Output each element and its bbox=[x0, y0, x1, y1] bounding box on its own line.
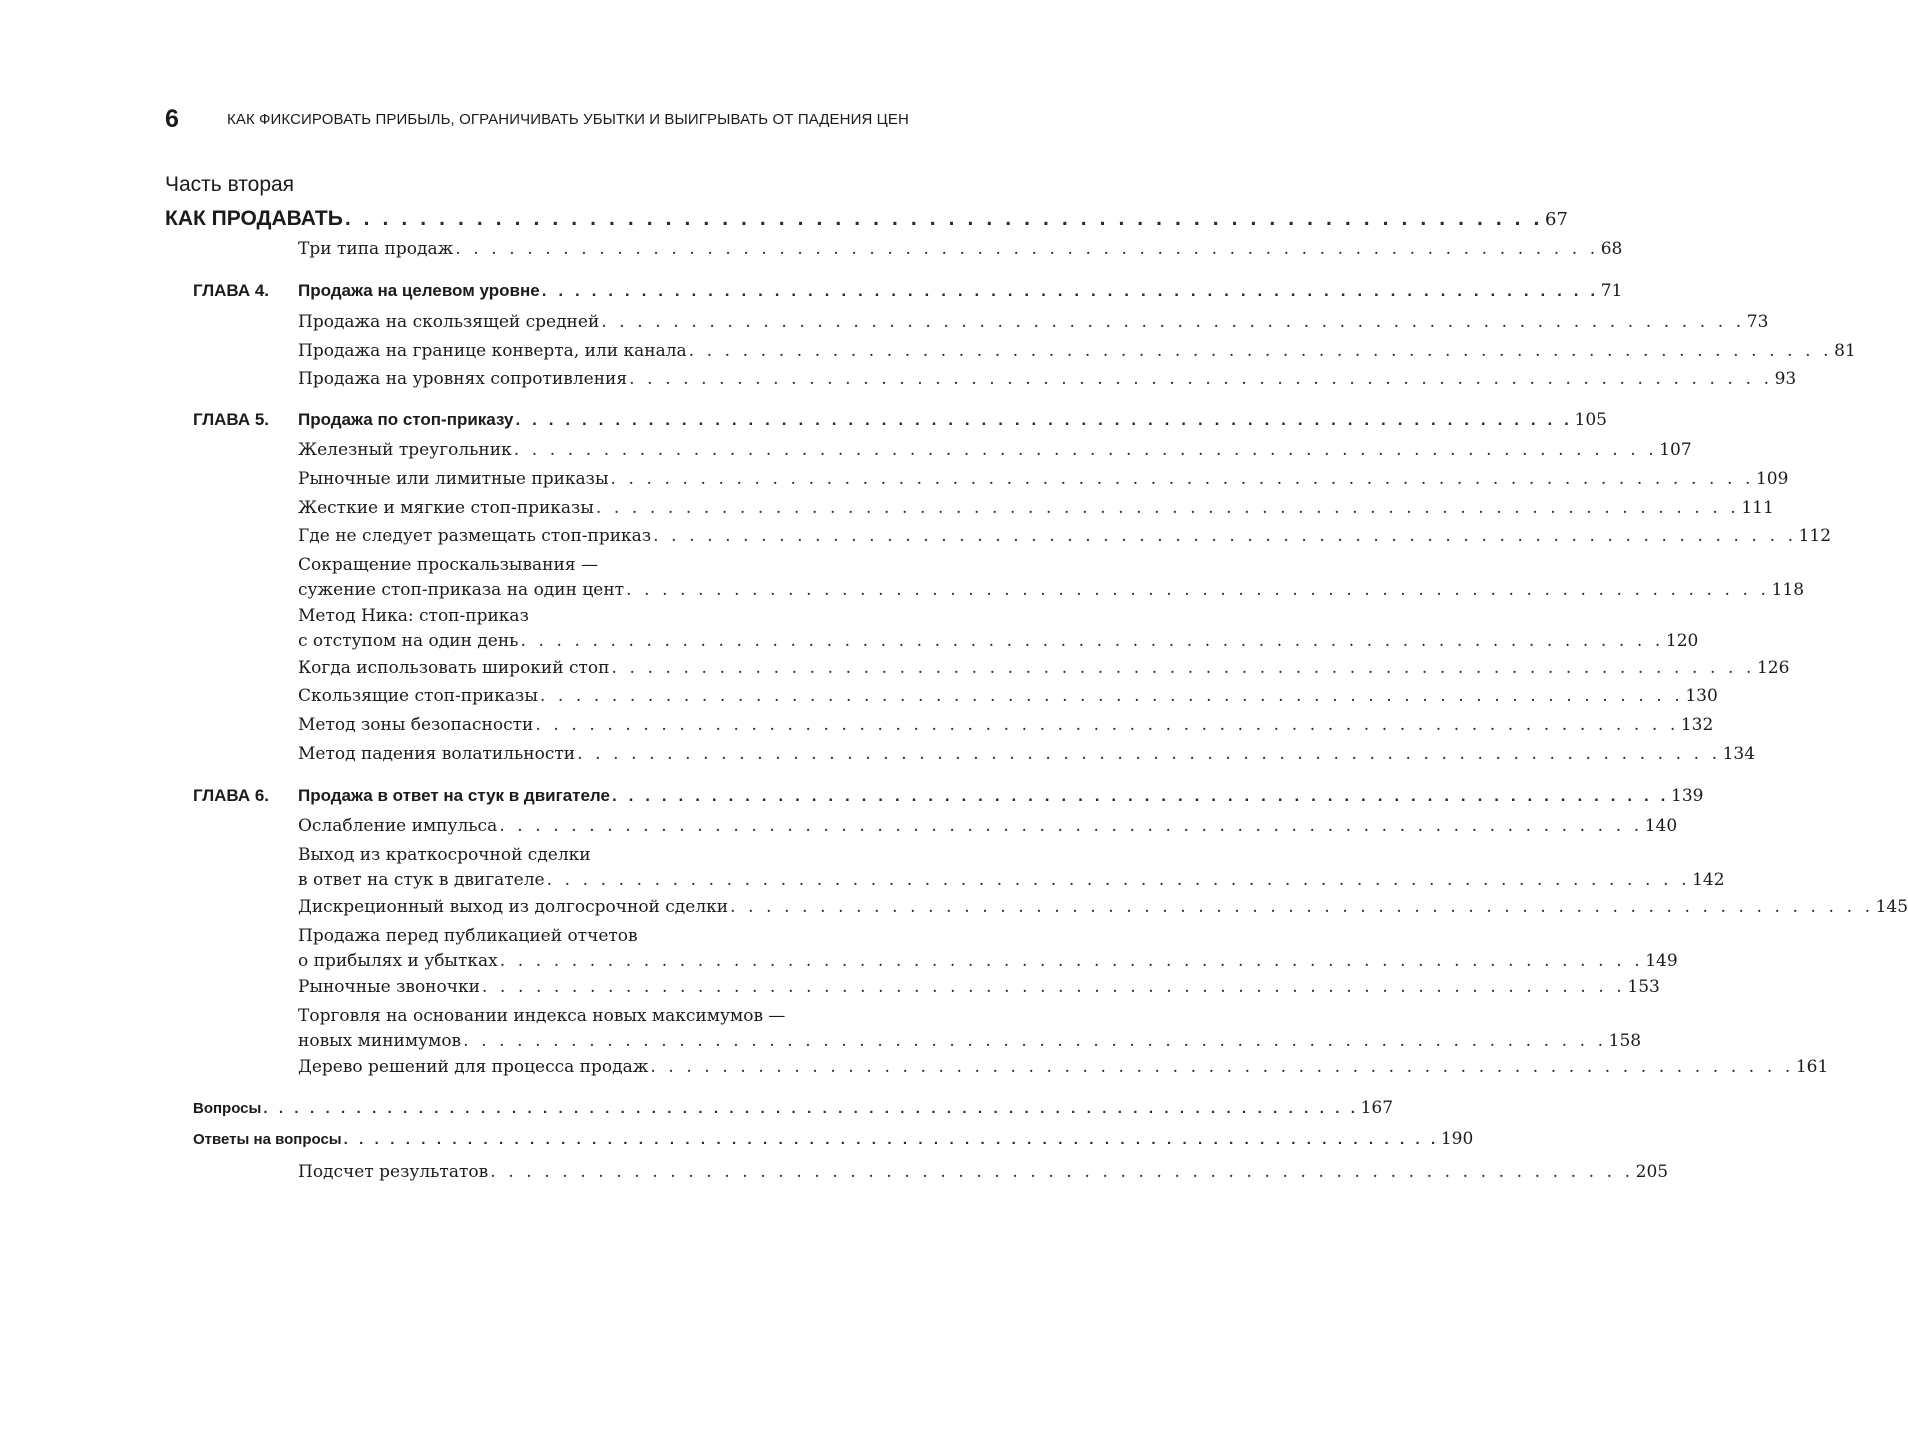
dot-leader: . . . . . . . . . . . . . . . . . . . . . . . . . . . . . . . . . . . . . . . . . . . . . . . . . . . . . . . . . . . . . . . . bbox=[520, 631, 1664, 651]
toc-title-line2: в ответ на стук в двигателе bbox=[298, 870, 545, 890]
toc-page: 205 bbox=[1635, 1162, 1669, 1182]
toc-entry bbox=[298, 895, 1908, 920]
toc-title: Рыночные звоночки bbox=[298, 977, 480, 997]
chapter-label: ГЛАВА 6. bbox=[193, 786, 270, 805]
toc-title-line2: с отступом на один день bbox=[298, 631, 519, 651]
toc-page: 139 bbox=[1671, 786, 1704, 806]
toc-entry bbox=[298, 713, 1714, 738]
toc-chapter-6 bbox=[165, 783, 1704, 809]
dot-leader: . . . . . . . . . . . . . . . . . . . . . . . . . . . . . . . . . . . . . . . . . . . . . . . . . . . . . . . . . . . . . . . . bbox=[481, 977, 1626, 997]
part-label: Часть вторая bbox=[165, 173, 295, 196]
toc-title-line1: Выход из краткосрочной сделки bbox=[298, 845, 591, 865]
page-header bbox=[165, 104, 909, 134]
toc-page: 158 bbox=[1608, 1031, 1642, 1051]
toc-page: 105 bbox=[1574, 410, 1607, 430]
dot-leader: . . . . . . . . . . . . . . . . . . . . . . . . . . . . . . . . . . . . . . . . . . . . . . . . . . . . . . . . . . . . . . . . bbox=[629, 369, 1773, 389]
toc-page: 167 bbox=[1360, 1098, 1394, 1118]
toc-questions bbox=[193, 1096, 1394, 1121]
toc-page: 111 bbox=[1741, 498, 1774, 518]
toc-entry-two-line bbox=[298, 924, 1678, 974]
dot-leader: . . . . . . . . . . . . . . . . . . . . . . . . . . . . . . . . . . . . . . . . . . . . . . . . . . . . . . . . . . . . . . . . bbox=[601, 312, 1745, 332]
dot-leader: . . . . . . . . . . . . . . . . . . . . . . . . . . . . . . . . . . . . . . . . . . . . . . . . . . . . . . . . . . . . . . . . bbox=[546, 870, 1691, 890]
toc-entry-two-line bbox=[298, 843, 1725, 893]
toc-page: 120 bbox=[1665, 631, 1699, 651]
toc-title: Продажа на скользящей средней bbox=[298, 312, 600, 332]
toc-entry bbox=[298, 496, 1774, 521]
toc-title: Железный треугольник bbox=[298, 440, 512, 460]
dot-leader: . . . . . . . . . . . . . . . . . . . . . . . . . . . . . . . . . . . . . . . . . . . . . . . . . . . . . . . . . . . . . . . . bbox=[577, 744, 1721, 764]
toc-title: Продажа в ответ на стук в двигателе bbox=[298, 786, 610, 805]
toc-title-line1: Сокращение проскальзывания — bbox=[298, 555, 598, 575]
toc-entry bbox=[298, 524, 1832, 549]
toc-entry bbox=[298, 310, 1769, 335]
toc-page: 81 bbox=[1834, 341, 1856, 361]
toc-page: 142 bbox=[1692, 870, 1725, 890]
toc-page: 190 bbox=[1440, 1129, 1474, 1149]
toc-page: 149 bbox=[1645, 951, 1678, 971]
toc-title: Ответы на вопросы bbox=[193, 1131, 342, 1148]
toc-page: 140 bbox=[1644, 816, 1678, 836]
toc-title-line2: о прибылях и убытках bbox=[298, 951, 498, 971]
dot-leader: . . . . . . . . . . . . . . . . . . . . . . . . . . . . . . . . . . . . . . . . . . . . . . . . . . . . . . . . . . . . . . . . bbox=[541, 281, 1599, 300]
page-number: 6 bbox=[165, 105, 179, 133]
toc-page: 67 bbox=[1545, 209, 1568, 230]
toc-title: Продажа по стоп-приказу bbox=[298, 410, 514, 429]
toc-entry bbox=[298, 975, 1660, 1000]
dot-leader: . . . . . . . . . . . . . . . . . . . . . . . . . . . . . . . . . . . . . . . . . . . . . . . . . . . . . . . . . . . . . . . . bbox=[626, 580, 1770, 600]
dot-leader: . . . . . . . . . . . . . . . . . . . . . . . . . . . . . . . . . . . . . . . . . . . . . . . . . . . . . . . . . . . . . . . . bbox=[730, 897, 1874, 917]
dot-leader: . . . . . . . . . . . . . . . . . . . . . . . . . . . . . . . . . . . . . . . . . . . . . . . . . . . . . . . . . . . . . . . . bbox=[535, 715, 1679, 735]
chapter-label: ГЛАВА 5. bbox=[193, 410, 270, 429]
toc-chapter-5 bbox=[165, 407, 1607, 433]
toc-page: 118 bbox=[1771, 580, 1805, 600]
dot-leader: . . . . . . . . . . . . . . . . . . . . . . . . . . . . . . . . . . . . . . . . . . . . . . . . . . . . . . . . . . . . . . . . bbox=[650, 1057, 1794, 1077]
dot-leader: . . . . . . . . . . . . . . . . . . . . . . . . . . . . . . . . . . . . . . . . . . . . . . . . . . . . . . . . . . . . . . . . bbox=[611, 786, 1670, 805]
toc-entry-two-line bbox=[298, 553, 1805, 603]
toc-entry bbox=[298, 467, 1789, 492]
toc-page: 130 bbox=[1685, 686, 1718, 706]
dot-leader: . . . . . . . . . . . . . . . . . . . . . . . . . . . . . . . . . . . . . . . . . . . . . . . . . . . . . . . . . . . . . . . . bbox=[611, 658, 1755, 678]
toc-part-title bbox=[165, 205, 1568, 234]
toc-page: 145 bbox=[1875, 897, 1908, 917]
toc-answers bbox=[193, 1127, 1474, 1152]
toc-title: Скользящие стоп-приказы bbox=[298, 686, 538, 706]
toc-entry-two-line bbox=[298, 1004, 1642, 1054]
toc-title: Продажа на целевом уровне bbox=[298, 281, 540, 300]
toc-entry bbox=[298, 367, 1797, 392]
dot-leader: . . . . . . . . . . . . . . . . . . . . . . . . . . . . . . . . . . . . . . . . . . . . . . . . . . . . . . . . . . . . . . . . bbox=[490, 1162, 1634, 1182]
toc-title: Когда использовать широкий стоп bbox=[298, 658, 610, 678]
toc-entry bbox=[298, 814, 1678, 839]
dot-leader: . . . . . . . . . . . . . . . . . . . . . . . . . . . . . . . . . . . . . . . . . . . . . . . . . . . . . . . . . . . . . . . . bbox=[344, 207, 1543, 230]
toc-page: 134 bbox=[1722, 744, 1756, 764]
dot-leader: . . . . . . . . . . . . . . . . . . . . . . . . . . . . . . . . . . . . . . . . . . . . . . . . . . . . . . . . . . . . . . . . bbox=[499, 816, 1643, 836]
toc-title: Вопросы bbox=[193, 1100, 262, 1117]
dot-leader: . . . . . . . . . . . . . . . . . . . . . . . . . . . . . . . . . . . . . . . . . . . . . . . . . . . . . . . . . . . . . . . . . . . . . . . bbox=[263, 1100, 1359, 1117]
toc-title-line1: Метод Ника: стоп-приказ bbox=[298, 606, 529, 626]
dot-leader: . . . . . . . . . . . . . . . . . . . . . . . . . . . . . . . . . . . . . . . . . . . . . . . . . . . . . . . . . . . . . . . . bbox=[463, 1031, 1607, 1051]
dot-leader: . . . . . . . . . . . . . . . . . . . . . . . . . . . . . . . . . . . . . . . . . . . . . . . . . . . . . . . . . . . . . . . . bbox=[653, 526, 1797, 546]
toc-title: Рыночные или лимитные приказы bbox=[298, 469, 609, 489]
chapter-label: ГЛАВА 4. bbox=[193, 281, 270, 300]
toc-page: 126 bbox=[1756, 658, 1790, 678]
toc-title: Метод падения волатильности bbox=[298, 744, 576, 764]
dot-leader: . . . . . . . . . . . . . . . . . . . . . . . . . . . . . . . . . . . . . . . . . . . . . . . . . . . . . . . . . . . . . . . . bbox=[688, 341, 1833, 361]
toc-title: КАК ПРОДАВАТЬ bbox=[165, 207, 343, 230]
toc-entry bbox=[298, 1055, 1829, 1080]
toc-title: Три типа продаж bbox=[298, 239, 454, 259]
dot-leader: . . . . . . . . . . . . . . . . . . . . . . . . . . . . . . . . . . . . . . . . . . . . . . . . . . . . . . . . . . . . . . . . bbox=[515, 410, 1573, 429]
toc-entry bbox=[298, 1160, 1669, 1185]
toc-page: 93 bbox=[1774, 369, 1797, 389]
toc-entry bbox=[298, 684, 1718, 709]
toc-title: Где не следует размещать стоп-приказ bbox=[298, 526, 652, 546]
toc-title: Ослабление импульса bbox=[298, 816, 498, 836]
dot-leader: . . . . . . . . . . . . . . . . . . . . . . . . . . . . . . . . . . . . . . . . . . . . . . . . . . . . . . . . . . . . . . . . bbox=[513, 440, 1658, 460]
toc-title: Жесткие и мягкие стоп-приказы bbox=[298, 498, 594, 518]
toc-title: Продажа на уровнях сопротивления bbox=[298, 369, 628, 389]
toc-page: 161 bbox=[1795, 1057, 1829, 1077]
toc-title: Подсчет результатов bbox=[298, 1162, 489, 1182]
toc-entry-two-line bbox=[298, 604, 1699, 654]
toc-page: 73 bbox=[1746, 312, 1769, 332]
toc-page: 112 bbox=[1798, 526, 1832, 546]
dot-leader: . . . . . . . . . . . . . . . . . . . . . . . . . . . . . . . . . . . . . . . . . . . . . . . . . . . . . . . . . . . . . . . . . . . . . . . bbox=[343, 1131, 1439, 1148]
toc-title: Продажа на границе конверта, или канала bbox=[298, 341, 687, 361]
toc-page: 107 bbox=[1659, 440, 1692, 460]
toc-entry bbox=[298, 742, 1756, 767]
toc-page: 68 bbox=[1600, 239, 1623, 259]
toc-page: 153 bbox=[1627, 977, 1660, 997]
toc-title: Метод зоны безопасности bbox=[298, 715, 534, 735]
toc-entry bbox=[298, 438, 1692, 463]
toc-page: 109 bbox=[1755, 469, 1789, 489]
toc-title-line1: Торговля на основании индекса новых максимумов — bbox=[298, 1006, 786, 1026]
toc-title-line2: сужение стоп-приказа на один цент bbox=[298, 580, 625, 600]
toc-entry bbox=[298, 339, 1856, 364]
toc-title-line1: Продажа перед публикацией отчетов bbox=[298, 926, 638, 946]
dot-leader: . . . . . . . . . . . . . . . . . . . . . . . . . . . . . . . . . . . . . . . . . . . . . . . . . . . . . . . . . . . . . . . . bbox=[499, 951, 1644, 971]
toc-title: Дискреционный выход из долгосрочной сделки bbox=[298, 897, 729, 917]
running-title: КАК ФИКСИРОВАТЬ ПРИБЫЛЬ, ОГРАНИЧИВАТЬ УБЫТКИ И ВЫИГРЫВАТЬ ОТ ПАДЕНИЯ ЦЕН bbox=[227, 111, 909, 128]
toc-entry bbox=[298, 656, 1790, 681]
toc-entry bbox=[298, 237, 1623, 262]
toc-page: 71 bbox=[1600, 281, 1623, 301]
dot-leader: . . . . . . . . . . . . . . . . . . . . . . . . . . . . . . . . . . . . . . . . . . . . . . . . . . . . . . . . . . . . . . . . bbox=[539, 686, 1684, 706]
dot-leader: . . . . . . . . . . . . . . . . . . . . . . . . . . . . . . . . . . . . . . . . . . . . . . . . . . . . . . . . . . . . . . . . bbox=[595, 498, 1740, 518]
toc-title: Дерево решений для процесса продаж bbox=[298, 1057, 649, 1077]
toc-page: 132 bbox=[1680, 715, 1714, 735]
toc-title-line2: новых минимумов bbox=[298, 1031, 462, 1051]
dot-leader: . . . . . . . . . . . . . . . . . . . . . . . . . . . . . . . . . . . . . . . . . . . . . . . . . . . . . . . . . . . . . . . . bbox=[610, 469, 1754, 489]
toc-chapter-4 bbox=[165, 278, 1623, 304]
dot-leader: . . . . . . . . . . . . . . . . . . . . . . . . . . . . . . . . . . . . . . . . . . . . . . . . . . . . . . . . . . . . . . . . bbox=[455, 239, 1599, 259]
